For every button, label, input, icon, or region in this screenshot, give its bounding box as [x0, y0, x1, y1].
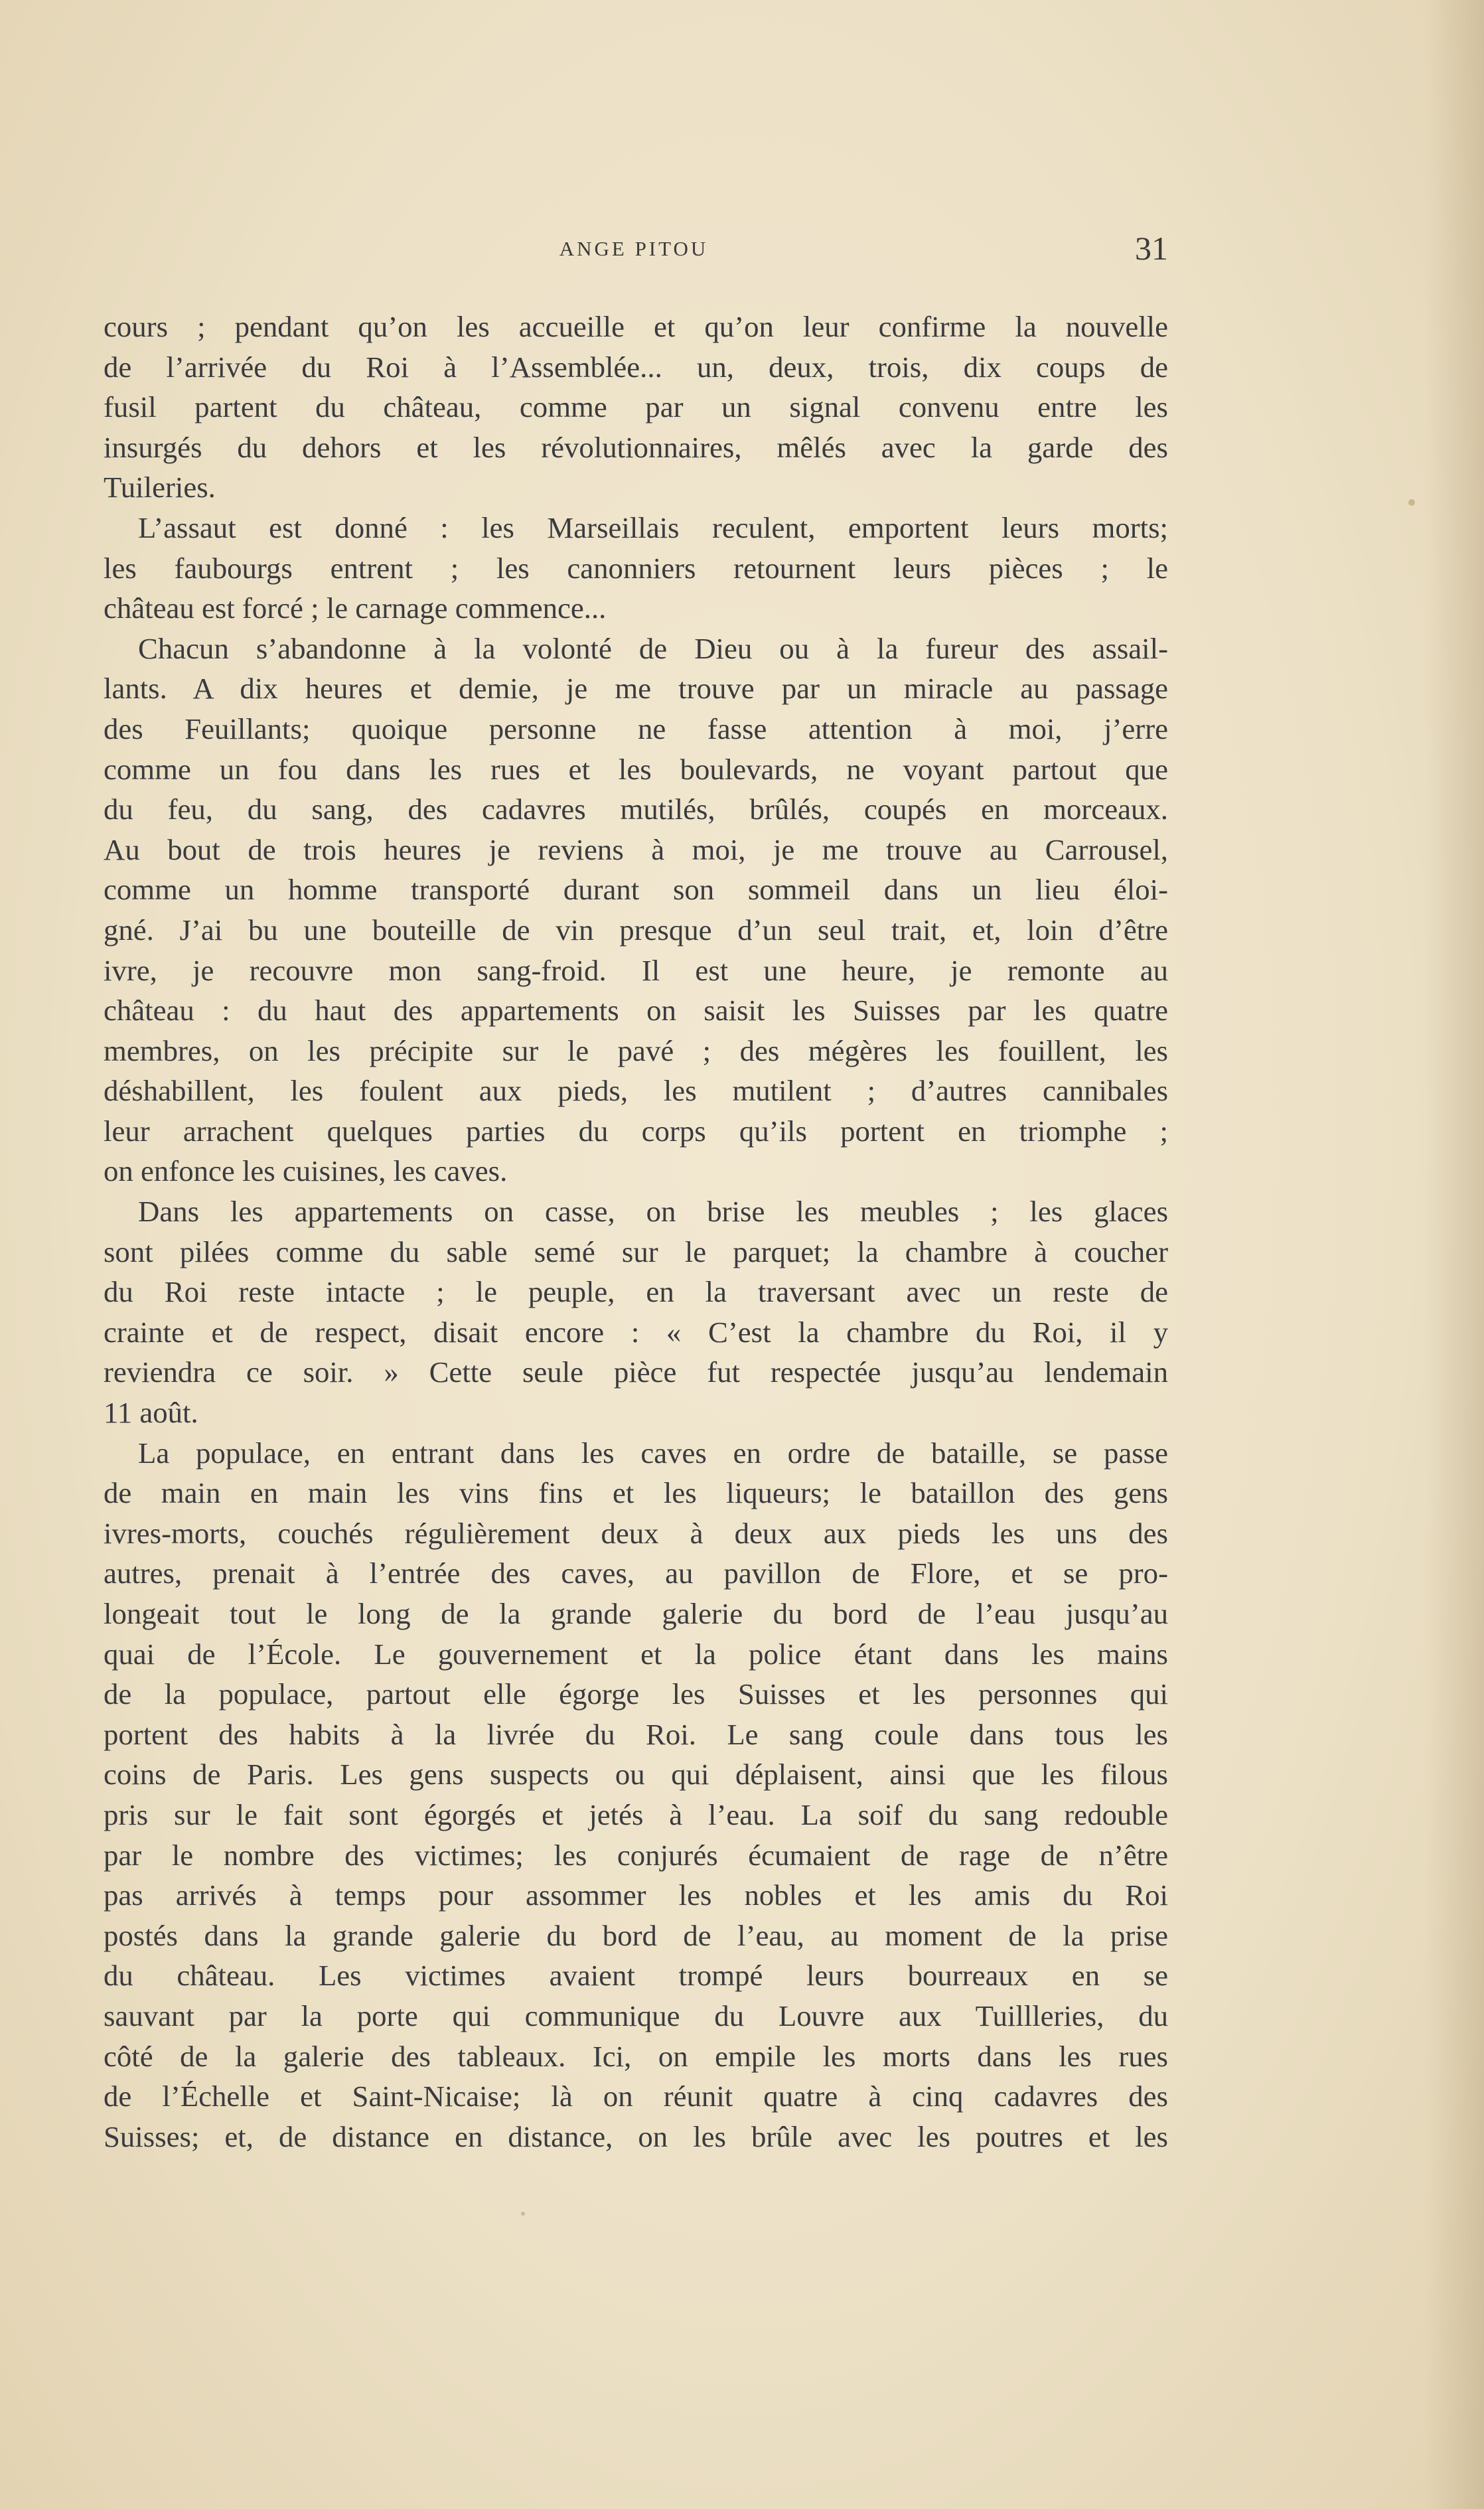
- text-line: comme un fou dans les rues et les boulevards, ne voyant partout que: [104, 752, 1168, 786]
- text-line: sont pilées comme du sable semé sur le parquet; la chambre à coucher: [104, 1235, 1168, 1268]
- text-line: déshabillent, les foulent aux pieds, les mutilent ; d’autres cannibales: [104, 1074, 1168, 1108]
- text-line: pris sur le fait sont égorgés et jetés à l’eau. La soif du sang redouble: [104, 1797, 1168, 1831]
- text-line: portent des habits à la livrée du Roi. Le sang coule dans tous les: [104, 1717, 1168, 1751]
- text-line: de l’Échelle et Saint-Nicaise; là on réunit quatre à cinq cadavres des: [104, 2080, 1168, 2113]
- text-line: côté de la galerie des tableaux. Ici, on empile les morts dans les rues: [104, 2039, 1168, 2073]
- text-line: reviendra ce soir. » Cette seule pièce fut respectée jusqu’au lendemain: [104, 1355, 1168, 1389]
- text-line: du Roi reste intacte ; le peuple, en la traversant avec un reste de: [104, 1275, 1168, 1309]
- text-line: Chacun s’abandonne à la volonté de Dieu ou à la fureur des assail-: [138, 631, 1168, 665]
- text-line: des Feuillants; quoique personne ne fasse attention à moi, j’erre: [104, 712, 1168, 745]
- text-line: château : du haut des appartements on saisit les Suisses par les quatre: [104, 994, 1168, 1027]
- text-line: membres, on les précipite sur le pavé ; des mégères les fouillent, les: [104, 1033, 1168, 1067]
- text-line: leur arrachent quelques parties du corps qu’ils portent en triomphe ;: [104, 1114, 1168, 1148]
- text-line: par le nombre des victimes; les conjurés écumaient de rage de n’être: [104, 1838, 1168, 1872]
- text-line: coins de Paris. Les gens suspects ou qui déplaisent, ainsi que les filous: [104, 1758, 1168, 1791]
- page-number: 31: [1135, 230, 1168, 267]
- text-line: on enfonce les cuisines, les caves.: [104, 1154, 508, 1188]
- text-line: de la populace, partout elle égorge les Suisses et les personnes qui: [104, 1677, 1168, 1711]
- text-line: pas arrivés à temps pour assommer les nobles et les amis du Roi: [104, 1878, 1168, 1912]
- text-line: insurgés du dehors et les révolutionnaires, mêlés avec la garde des: [104, 430, 1168, 464]
- text-line: Au bout de trois heures je reviens à moi, je me trouve au Carrousel,: [104, 832, 1168, 866]
- text-line: postés dans la grande galerie du bord de l’eau, au moment de la prise: [104, 1918, 1168, 1952]
- body-text: [104, 307, 1168, 2157]
- text-line: gné. J’ai bu une bouteille de vin presque d’un seul trait, et, loin d’être: [104, 913, 1168, 947]
- text-line: 11 août.: [104, 1396, 198, 1430]
- text-line: crainte et de respect, disait encore : « C’est la chambre du Roi, il y: [104, 1315, 1168, 1349]
- text-line: lants. A dix heures et demie, je me trouve par un miracle au passage: [104, 672, 1168, 706]
- text-line: L’assaut est donné : les Marseillais reculent, emportent leurs morts;: [138, 510, 1168, 544]
- text-line: Tuileries.: [104, 471, 216, 504]
- text-line: La populace, en entrant dans les caves en ordre de bataille, se passe: [138, 1436, 1168, 1470]
- text-line: autres, prenait à l’entrée des caves, au pavillon de Flore, et se pro-: [104, 1557, 1168, 1590]
- text-line: sauvant par la porte qui communique du Louvre aux Tuillleries, du: [104, 1999, 1168, 2032]
- text-line: de l’arrivée du Roi à l’Assemblée... un, deux, trois, dix coups de: [104, 350, 1168, 384]
- text-line: cours ; pendant qu’on les accueille et qu’on leur confirme la nouvelle: [104, 310, 1168, 343]
- text-line: ivres-morts, couchés régulièrement deux à deux aux pieds les uns des: [104, 1516, 1168, 1550]
- page-header: [100, 229, 1168, 275]
- running-title: ANGE PITOU: [559, 237, 709, 260]
- text-line: quai de l’École. Le gouvernement et la police étant dans les mains: [104, 1637, 1168, 1671]
- text-line: comme un homme transporté durant son sommeil dans un lieu éloi-: [104, 873, 1168, 907]
- text-line: fusil partent du château, comme par un signal convenu entre les: [104, 390, 1168, 424]
- text-line: les faubourgs entrent ; les canonniers retournent leurs pièces ; le: [104, 551, 1168, 585]
- page-edge-shadow: [1424, 0, 1484, 2509]
- foxing-spot: [521, 2212, 525, 2216]
- text-line: Suisses; et, de distance en distance, on les brûle avec les poutres et les: [104, 2119, 1168, 2153]
- text-line: de main en main les vins fins et les liqueurs; le bataillon des gens: [104, 1476, 1168, 1510]
- foxing-spot: [1408, 499, 1415, 506]
- text-line: château est forcé ; le carnage commence...: [104, 591, 607, 625]
- text-line: du château. Les victimes avaient trompé leurs bourreaux en se: [104, 1959, 1168, 1993]
- text-line: du feu, du sang, des cadavres mutilés, brûlés, coupés en morceaux.: [104, 793, 1168, 826]
- text-line: longeait tout le long de la grande galerie du bord de l’eau jusqu’au: [104, 1597, 1168, 1630]
- text-line: Dans les appartements on casse, on brise les meubles ; les glaces: [138, 1195, 1168, 1229]
- text-line: ivre, je recouvre mon sang-froid. Il est une heure, je remonte au: [104, 953, 1168, 987]
